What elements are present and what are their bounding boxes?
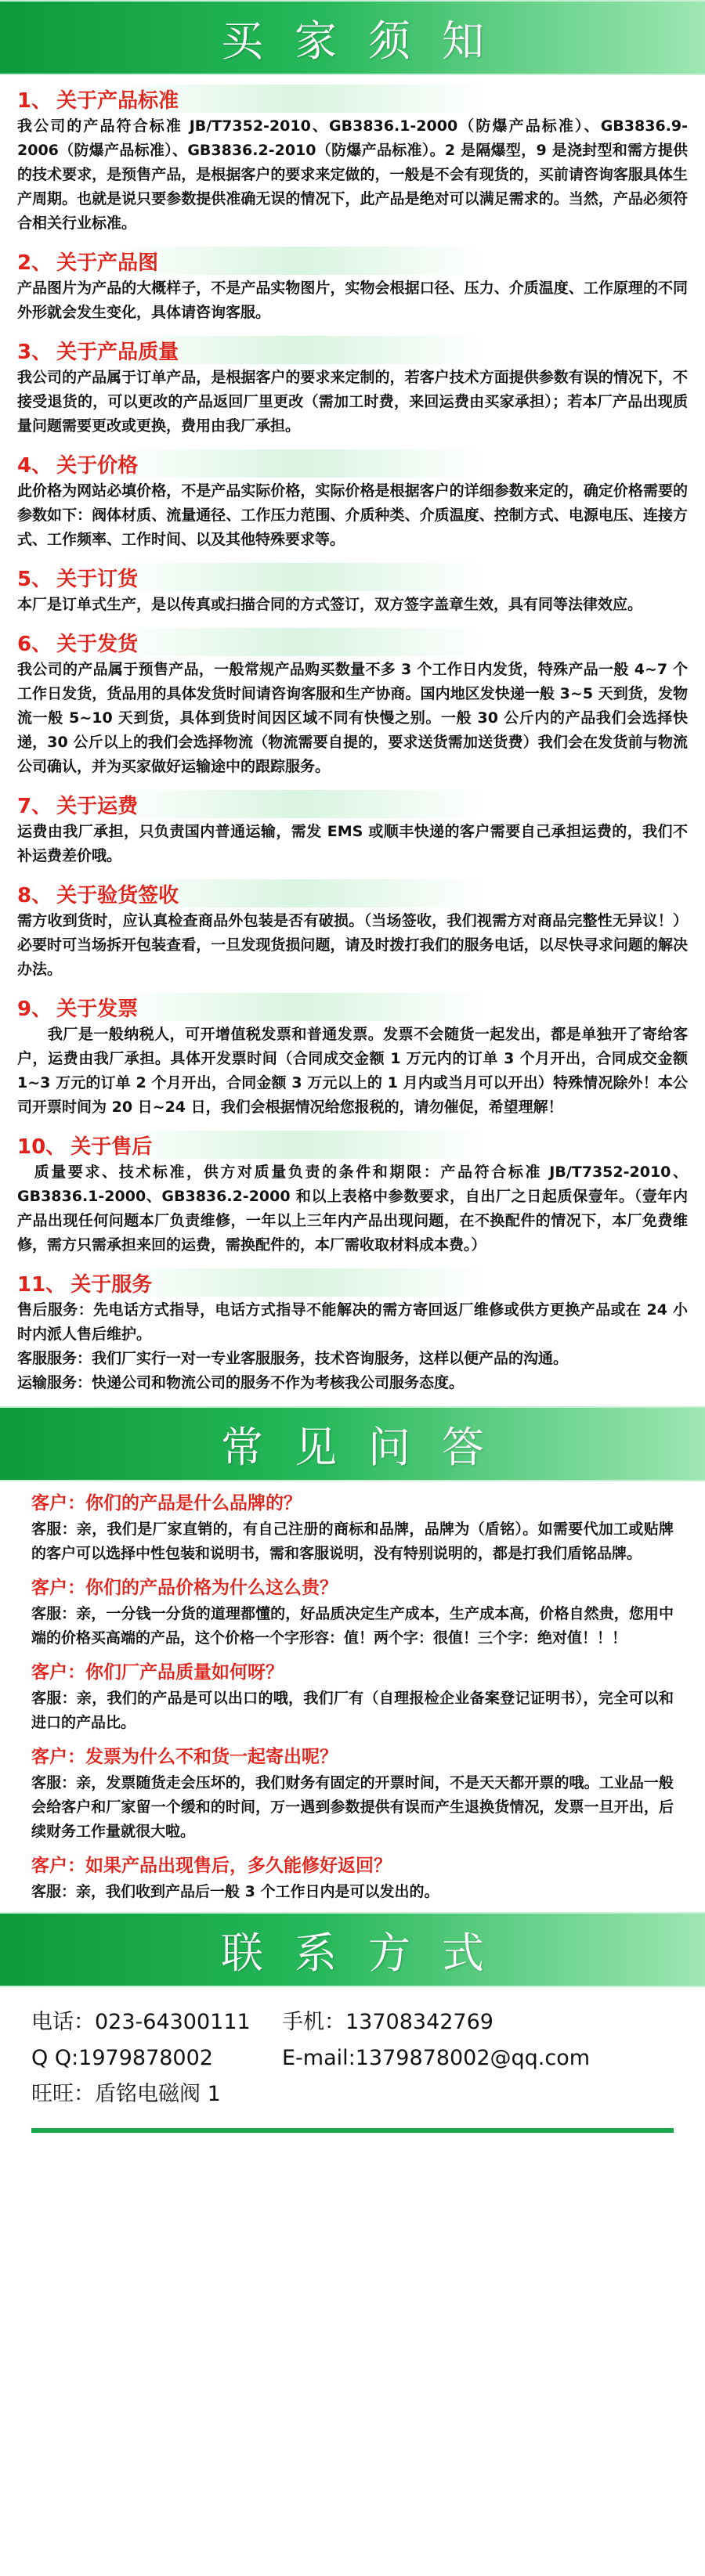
section-title: 关于产品质量 bbox=[56, 340, 179, 364]
faq-question: 客户：你们厂产品质量如何呀？ bbox=[31, 1662, 284, 1683]
section-heading bbox=[17, 1131, 487, 1159]
section-freight bbox=[17, 790, 688, 868]
section-title: 关于产品标准 bbox=[56, 88, 179, 113]
section-body bbox=[17, 909, 688, 982]
section-title: 关于价格 bbox=[56, 453, 139, 478]
section-paragraph: 我厂是一般纳税人，可开增值税发票和普通发票。发票不会随货一起发出，都是单独开了寄给客户，运费由我厂承担。具体开发票时间（合同成交金额 1 万元内的订单 3 个月开出，合同成交金额 1~3 万元的订单 2 个月开出，合同金额 3 万元以上的 1 月内或当月可以开出）特殊情况除外！本公司开票时间为 20 日~24 日，我们会根据情况给您报税的，请勿催促，希望理解！ bbox=[17, 1026, 688, 1116]
section-heading bbox=[17, 993, 487, 1021]
section-number: 7、 bbox=[17, 794, 52, 818]
section-product-standard bbox=[17, 85, 688, 236]
section-heading bbox=[17, 449, 487, 478]
section-body bbox=[17, 1023, 688, 1120]
section-number: 11、 bbox=[17, 1272, 67, 1297]
faq-answer: 客服：亲，我们是厂家直销的，有自己注册的商标和品牌，品牌为（盾铭）。如需要代加工或贴牌的客户可以选择中性包装和说明书，需和客服说明，没有特别说明的，都是打我们盾铭品牌。 bbox=[31, 1521, 674, 1562]
section-heading bbox=[17, 336, 487, 364]
section-title: 关于发票 bbox=[56, 997, 139, 1021]
contact-banner-title: 联系方式 bbox=[221, 1928, 515, 1978]
section-number: 9、 bbox=[17, 997, 52, 1021]
section-product-quality bbox=[17, 336, 688, 438]
section-body bbox=[17, 114, 688, 236]
faq-banner bbox=[0, 1406, 705, 1481]
contact-row bbox=[31, 2004, 674, 2040]
faq-item bbox=[31, 1489, 674, 1566]
section-title: 关于验货签收 bbox=[56, 883, 179, 907]
section-paragraph: 此价格为网站必填价格，不是产品实际价格，实际价格是根据客户的详细参数来定的，确定价格需要的参数如下：阀体材质、流量通径、工作压力范围、介质种类、介质温度、控制方式、电源电压、连接方式、工作频率、工作时间、以及其他特殊要求等。 bbox=[17, 482, 688, 548]
section-title: 关于产品图 bbox=[56, 251, 159, 275]
faq-question: 客户：你们的产品价格为什么这么贵？ bbox=[31, 1578, 338, 1598]
section-paragraph: 需方收到货时，应认真检查商品外包装是否有破损。（当场签收，我们视需方对商品完整性无异议！）必要时可当场拆开包装查看，一旦发现货损问题，请及时拨打我们的服务电话，以尽快寻求问题的解决办法。 bbox=[17, 912, 688, 978]
contact-info bbox=[0, 1987, 705, 2133]
contact-banner bbox=[0, 1912, 705, 1987]
section-body bbox=[17, 820, 688, 868]
section-number: 4、 bbox=[17, 453, 52, 478]
faq-answer: 客服：亲，我们的产品是可以出口的哦，我们厂有（自理报检企业备案登记证明书），完全可以和进口的产品比。 bbox=[31, 1690, 674, 1731]
section-price bbox=[17, 449, 688, 552]
contact-row bbox=[31, 2076, 674, 2112]
section-heading bbox=[17, 85, 487, 113]
section-title: 关于售后 bbox=[70, 1135, 153, 1159]
faq-item bbox=[31, 1658, 674, 1735]
faq-question: 客户：如果产品出现售后，多久能修好返回？ bbox=[31, 1856, 392, 1876]
section-heading bbox=[17, 563, 487, 591]
section-number: 8、 bbox=[17, 883, 52, 907]
section-heading bbox=[17, 879, 487, 907]
section-title: 关于发货 bbox=[56, 632, 139, 656]
section-body bbox=[17, 276, 688, 325]
contact-email: E-mail:1379878002@qq.com bbox=[282, 2046, 591, 2070]
faq-answer: 客服：亲，一分钱一分货的道理都懂的，好品质决定生产成本，生产成本高，价格自然贵，您用中端的价格买高端的产品，这个价格一个字形容：值！两个字：很值！三个字：绝对值！！！ bbox=[31, 1605, 674, 1647]
section-paragraph: 运费由我厂承担，只负责国内普通运输，需发 EMS 或顺丰快递的客户需要自己承担运费的，我们不补运费差价哦。 bbox=[17, 823, 688, 864]
section-paragraph: 运输服务：快递公司和物流公司的服务不作为考核我公司服务态度。 bbox=[17, 1374, 465, 1391]
faq-question: 客户：发票为什么不和货一起寄出呢？ bbox=[31, 1747, 338, 1767]
faq-answer: 客服：亲，我们收到产品后一般 3 个工作日内是可以发出的。 bbox=[31, 1883, 439, 1900]
section-ordering bbox=[17, 563, 688, 617]
section-body bbox=[17, 658, 688, 779]
section-paragraph: 产品图片为产品的大概样子，不是产品实物图片，实物会根据口径、压力、介质温度、工作原理的不同外形就会发生变化，具体请咨询客服。 bbox=[17, 280, 688, 321]
section-heading bbox=[17, 628, 487, 656]
contact-mobile: 手机：13708342769 bbox=[282, 2010, 494, 2034]
bottom-divider bbox=[31, 2128, 674, 2133]
faq-question: 客户：你们的产品是什么品牌的？ bbox=[31, 1493, 302, 1513]
section-shipping bbox=[17, 628, 688, 779]
section-number: 1、 bbox=[17, 88, 52, 113]
section-invoice bbox=[17, 993, 688, 1120]
section-heading bbox=[17, 1268, 487, 1297]
notice-banner-title: 买家须知 bbox=[221, 16, 515, 66]
section-body bbox=[17, 593, 688, 617]
section-paragraph: 我公司的产品属于预售产品，一般常规产品购买数量不多 3 个工作日内发货，特殊产品一般 4~7 个工作日发货，货品用的具体发货时间请咨询客服和生产协商。国内地区发快递一般 3~5 天到货，发物流一般 5~10 天到货，具体到货时间因区域不同有快慢之别。一般 30 公斤内的产品我们会选择快递，30 公斤以上的我们会选择物流（物流需要自提的，要求送货需加送货费）我们会在发货前与物流公司确认，并为买家做好运输途中的跟踪服务。 bbox=[17, 661, 688, 775]
section-title: 关于订货 bbox=[56, 567, 139, 591]
section-number: 6、 bbox=[17, 632, 52, 656]
faq-item bbox=[31, 1743, 674, 1844]
faq-banner-title: 常见问答 bbox=[221, 1422, 515, 1472]
section-body bbox=[17, 1160, 688, 1257]
contact-row bbox=[31, 2040, 674, 2076]
section-paragraph: 质量要求、技术标准，供方对质量负责的条件和期限：产品符合标准 JB/T7352-2010、GB3836.1-2000、GB3836.2-2000 和以上表格中参数要求，自出厂之日起质保壹年。（壹年内产品出现任何问题本厂负责维修，一年以上三年内产品出现问题，在不换配件的情况下，本厂免费维修，需方只需承担来回的运费，需换配件的，本厂需收取材料成本费。） bbox=[17, 1164, 688, 1254]
faq-list bbox=[0, 1481, 705, 1904]
section-title: 关于服务 bbox=[70, 1272, 153, 1297]
section-heading bbox=[17, 790, 487, 818]
section-number: 3、 bbox=[17, 340, 52, 364]
section-body bbox=[17, 1298, 688, 1395]
section-paragraph: 我公司的产品属于订单产品，是根据客户的要求来定制的，若客户技术方面提供参数有误的情况下，不接受退货的，可以更改的产品返回厂里更改（需加工时费，来回运费由买家承担）；若本厂产品出现质量问题需要更改或更换，费用由我厂承担。 bbox=[17, 369, 688, 435]
contact-qq: Q Q:1979878002 bbox=[31, 2046, 213, 2070]
notice-sections bbox=[0, 75, 705, 1395]
section-body bbox=[17, 479, 688, 552]
section-after-sales bbox=[17, 1131, 688, 1257]
faq-answer: 客服：亲，发票随货走会压坏的，我们财务有固定的开票时间，不是天天都开票的哦。工业品一般会给客户和厂家留一个缓和的时间，万一遇到参数提供有误而产生退换货情况，发票一旦开出，后续财务工作量就很大啦。 bbox=[31, 1774, 674, 1840]
contact-wangwang: 旺旺：盾铭电磁阀 1 bbox=[31, 2082, 221, 2106]
section-number: 5、 bbox=[17, 567, 52, 591]
contact-phone: 电话：023-64300111 bbox=[31, 2010, 251, 2034]
faq-item bbox=[31, 1574, 674, 1651]
section-paragraph: 我公司的产品符合标准 JB/T7352-2010、GB3836.1-2000（防爆产品标准）、GB3836.9-2006（防爆产品标准）、GB3836.2-2010（防爆产品标准）。2 是隔爆型，9 是浇封型和需方提供的技术要求，是预售产品，是根据客户的要求来定做的，一般是不会有现货的，买前请咨询客服具体生产周期。也就是说只要参数提供准确无误的情况下，此产品是绝对可以满足需求的。当然，产品必须符合相关行业标准。 bbox=[17, 117, 688, 232]
section-title: 关于运费 bbox=[56, 794, 139, 818]
section-number: 2、 bbox=[17, 251, 52, 275]
faq-item bbox=[31, 1852, 674, 1904]
section-inspection bbox=[17, 879, 688, 982]
section-product-image bbox=[17, 247, 688, 325]
section-body bbox=[17, 366, 688, 438]
section-number: 10、 bbox=[17, 1135, 67, 1159]
section-service bbox=[17, 1268, 688, 1395]
notice-banner bbox=[0, 0, 705, 75]
section-paragraph: 本厂是订单式生产，是以传真或扫描合同的方式签订，双方签字盖章生效，具有同等法律效应。 bbox=[17, 596, 643, 613]
section-heading bbox=[17, 247, 487, 275]
section-paragraph: 售后服务：先电话方式指导，电话方式指导不能解决的需方寄回返厂维修或供方更换产品或在 24 小时内派人售后维护。 bbox=[17, 1301, 688, 1343]
section-paragraph: 客服服务：我们厂实行一对一专业客服服务，技术咨询服务，这样以便产品的沟通。 bbox=[17, 1350, 569, 1367]
